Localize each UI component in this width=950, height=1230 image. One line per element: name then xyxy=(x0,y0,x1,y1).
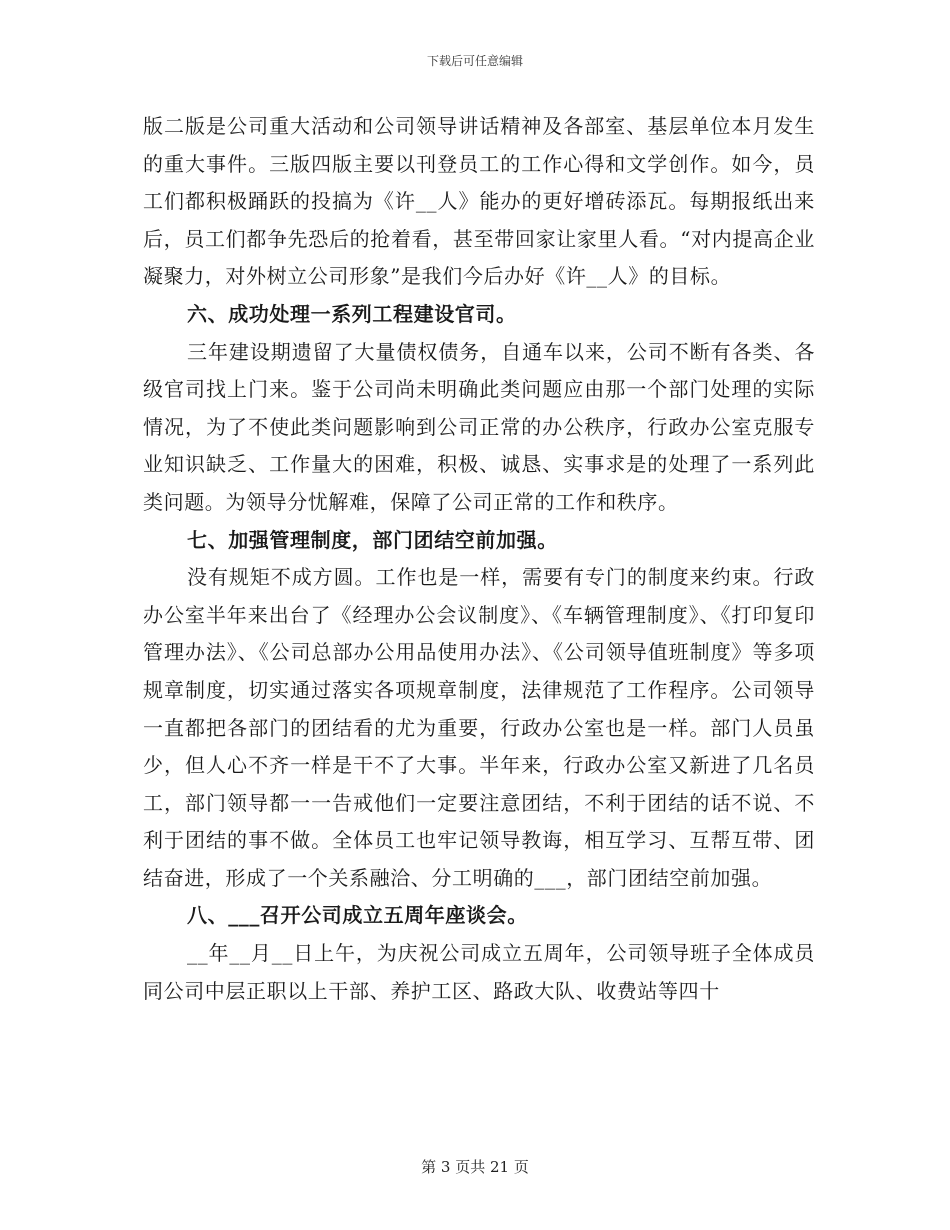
page-header: 下载后可任意编辑 xyxy=(426,54,523,68)
paragraph-management: 没有规矩不成方圆。工作也是一样，需要有专门的制度来约束。行政办公室半年来出台了《经理办公会议制度》、《车辆管理制度》、《打印复印管理办法》、《公司总部办公用品使用办法》、《公司领导值班制度》等多项规章制度，切实通过落实各项规章制度，法律规范了工作程序。公司领导一直都把各部门的团结看的尤为重要，行政办公室也是一样。部门人员虽少，但人心不齐一样是干不了大事。半年来，行政办公室又新进了几名员工，部门领导都一一告戒他们一定要注意团结，不利于团结的话不说、不利于团结的事不做。全体员工也牢记领导教诲，相互学习、互帮互带、团结奋进，形成了一个关系融洽、分工明确的___，部门团结空前加强。 xyxy=(143,565,815,890)
section-heading-7: 七、加强管理制度，部门团结空前加强。 xyxy=(187,527,558,552)
document-body xyxy=(143,108,815,1010)
section-heading-8: 八、___召开公司成立五周年座谈会。 xyxy=(187,903,528,928)
section-heading-6: 六、成功处理一系列工程建设官司。 xyxy=(187,301,517,326)
paragraph-newspaper: 版二版是公司重大活动和公司领导讲话精神及各部室、基层单位本月发生的重大事件。三版四版主要以刊登员工的工作心得和文学创作。如今，员工们都积极踊跃的投搞为《许__人》能办的更好增砖添瓦。每期报纸出来后，员工们都争先恐后的抢着看，甚至带回家让家里人看。“对内提高企业凝聚力，对外树立公司形象”是我们今后办好《许__人》的目标。 xyxy=(143,114,815,289)
paragraph-lawsuits: 三年建设期遗留了大量债权债务，自通车以来，公司不断有各类、各级官司找上门来。鉴于公司尚未明确此类问题应由那一个部门处理的实际情况，为了不使此类问题影响到公司正常的办公秩序，行政办公室克服专业知识缺乏、工作量大的困难，积极、诚恳、实事求是的处理了一系列此类问题。为领导分忧解难，保障了公司正常的工作和秩序。 xyxy=(143,339,815,514)
page-footer: 第 3 页共 21 页 xyxy=(421,1158,529,1176)
paragraph-anniversary: __年__月__日上午，为庆祝公司成立五周年，公司领导班子全体成员同公司中层正职以上干部、养护工区、路政大队、收费站等四十 xyxy=(143,941,815,1003)
